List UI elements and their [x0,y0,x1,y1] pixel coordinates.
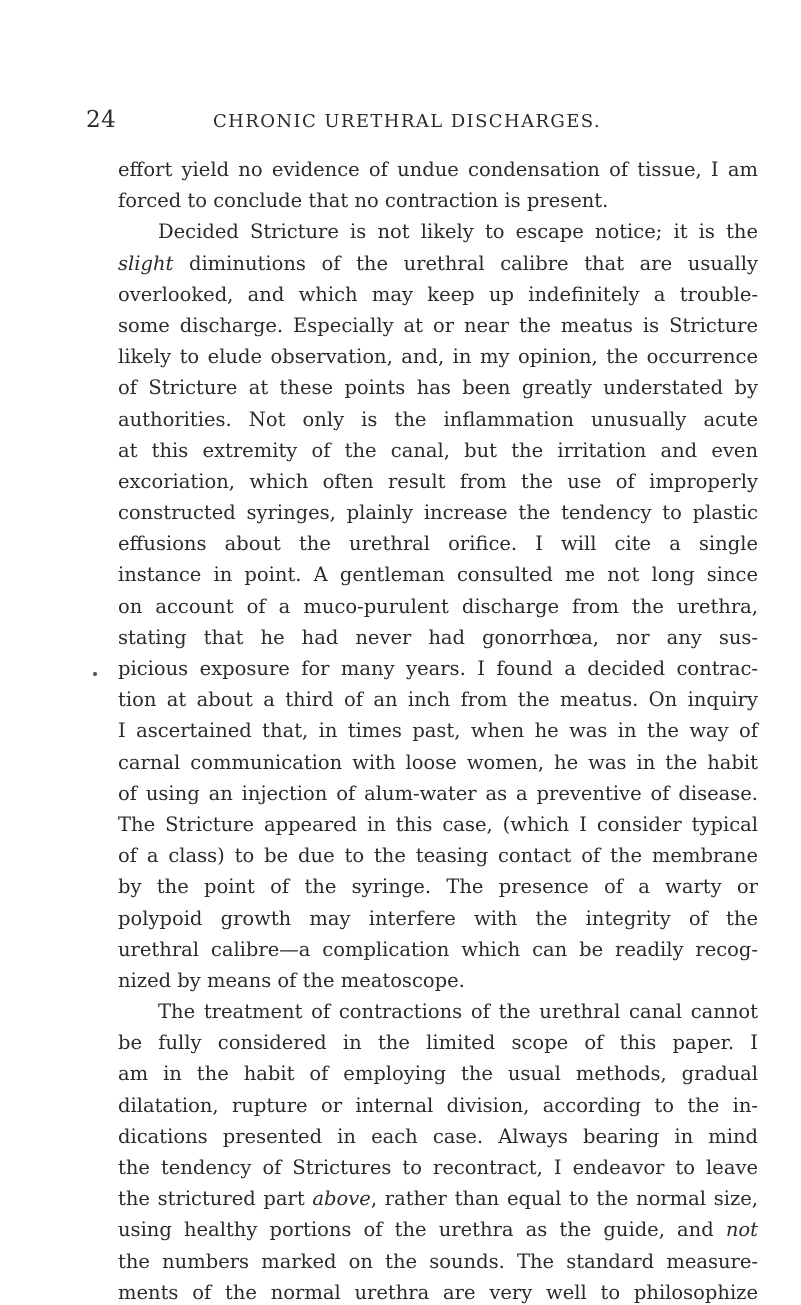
text-line: by the point of the syringe. The presence of a warty or [118,875,758,899]
text-line: of Stricture at these points has been greatly understated by [118,376,758,400]
text-line: The Stricture appeared in this case, (which I consider typical [118,812,758,836]
text-line: authorities. Not only is the inflammation unusually acute [118,407,758,431]
text-line: am in the habit of employing the usual methods, gradual [118,1062,758,1086]
text-line: ments of the normal urethra are very well to philosophize [118,1280,758,1304]
text-run: using healthy portions of the urethra as the guide, and [118,1218,726,1242]
text-line: be fully considered in the limited scope of this paper. I [118,1031,758,1055]
page-number: 24 [86,107,117,133]
text-line: polypoid growth may interfere with the integrity of the [118,906,758,930]
emphasis-text: not [725,1218,758,1242]
text-line: urethral calibre—a complication which can be readily recog- [118,937,758,961]
text-line: The treatment of contractions of the urethral canal cannot [158,1000,758,1024]
text-line [118,1214,758,1245]
text-line: overlooked, and which may keep up indefinitely a trouble- [118,282,758,306]
text-line: tion at about a third of an inch from the meatus. On inquiry [118,688,758,712]
text-line: Decided Stricture is not likely to escape notice; it is the [158,220,758,244]
text-line: the numbers marked on the sounds. The standard measure- [118,1249,758,1273]
text-run: diminutions of the urethral calibre that are usually [173,251,758,275]
text-line: of using an injection of alum-water as a preventive of disease. [118,781,758,805]
emphasis-text: above [312,1187,371,1211]
text-line: picious exposure for many years. I found a decided contrac- [118,657,758,680]
text-line: excoriation, which often result from the use of improperly [118,469,758,493]
text-line: of a class) to be due to the teasing contact of the membrane [118,844,758,868]
text-run: , rather than equal to the normal size, [370,1187,759,1211]
text-line: stating that he had never had gonorrhœa, nor any sus- [118,625,758,649]
running-title: CHRONIC URETHRAL DISCHARGES. [213,111,601,132]
text-run: the strictured part [118,1187,313,1211]
text-line: some discharge. Especially at or near the meatus is Stricture [118,313,758,337]
text-line: dilatation, rupture or internal division, according to the in- [118,1093,758,1117]
text-line: constructed syringes, plainly increase the tendency to plastic [118,501,758,525]
text-line: forced to conclude that no contraction is present. [118,189,609,213]
body-text [118,154,758,1305]
text-line [118,1183,758,1214]
text-line: dications presented in each case. Always bearing in mind [118,1124,758,1148]
emphasis-text: slight [118,251,174,275]
text-line: at this extremity of the canal, but the irritation and even [118,438,758,462]
text-line: effusions about the urethral orifice. I will cite a single [118,532,758,556]
text-line: instance in point. A gentleman consulted me not long since [118,563,758,587]
margin-dot [93,672,97,676]
text-line: the tendency of Strictures to recontract, I endeavor to leave [118,1156,758,1179]
text-line: nized by means of the meatoscope. [118,968,465,992]
text-line: on account of a muco-purulent discharge from the urethra, [118,594,758,618]
text-line: I ascertained that, in times past, when he was in the way of [118,719,758,743]
text-line: carnal communication with loose women, he was in the habit [118,750,758,774]
text-line [118,248,758,279]
text-line: likely to elude observation, and, in my opinion, the occurrence [118,345,758,369]
text-line: effort yield no evidence of undue condensation of tissue, I am [118,158,758,181]
